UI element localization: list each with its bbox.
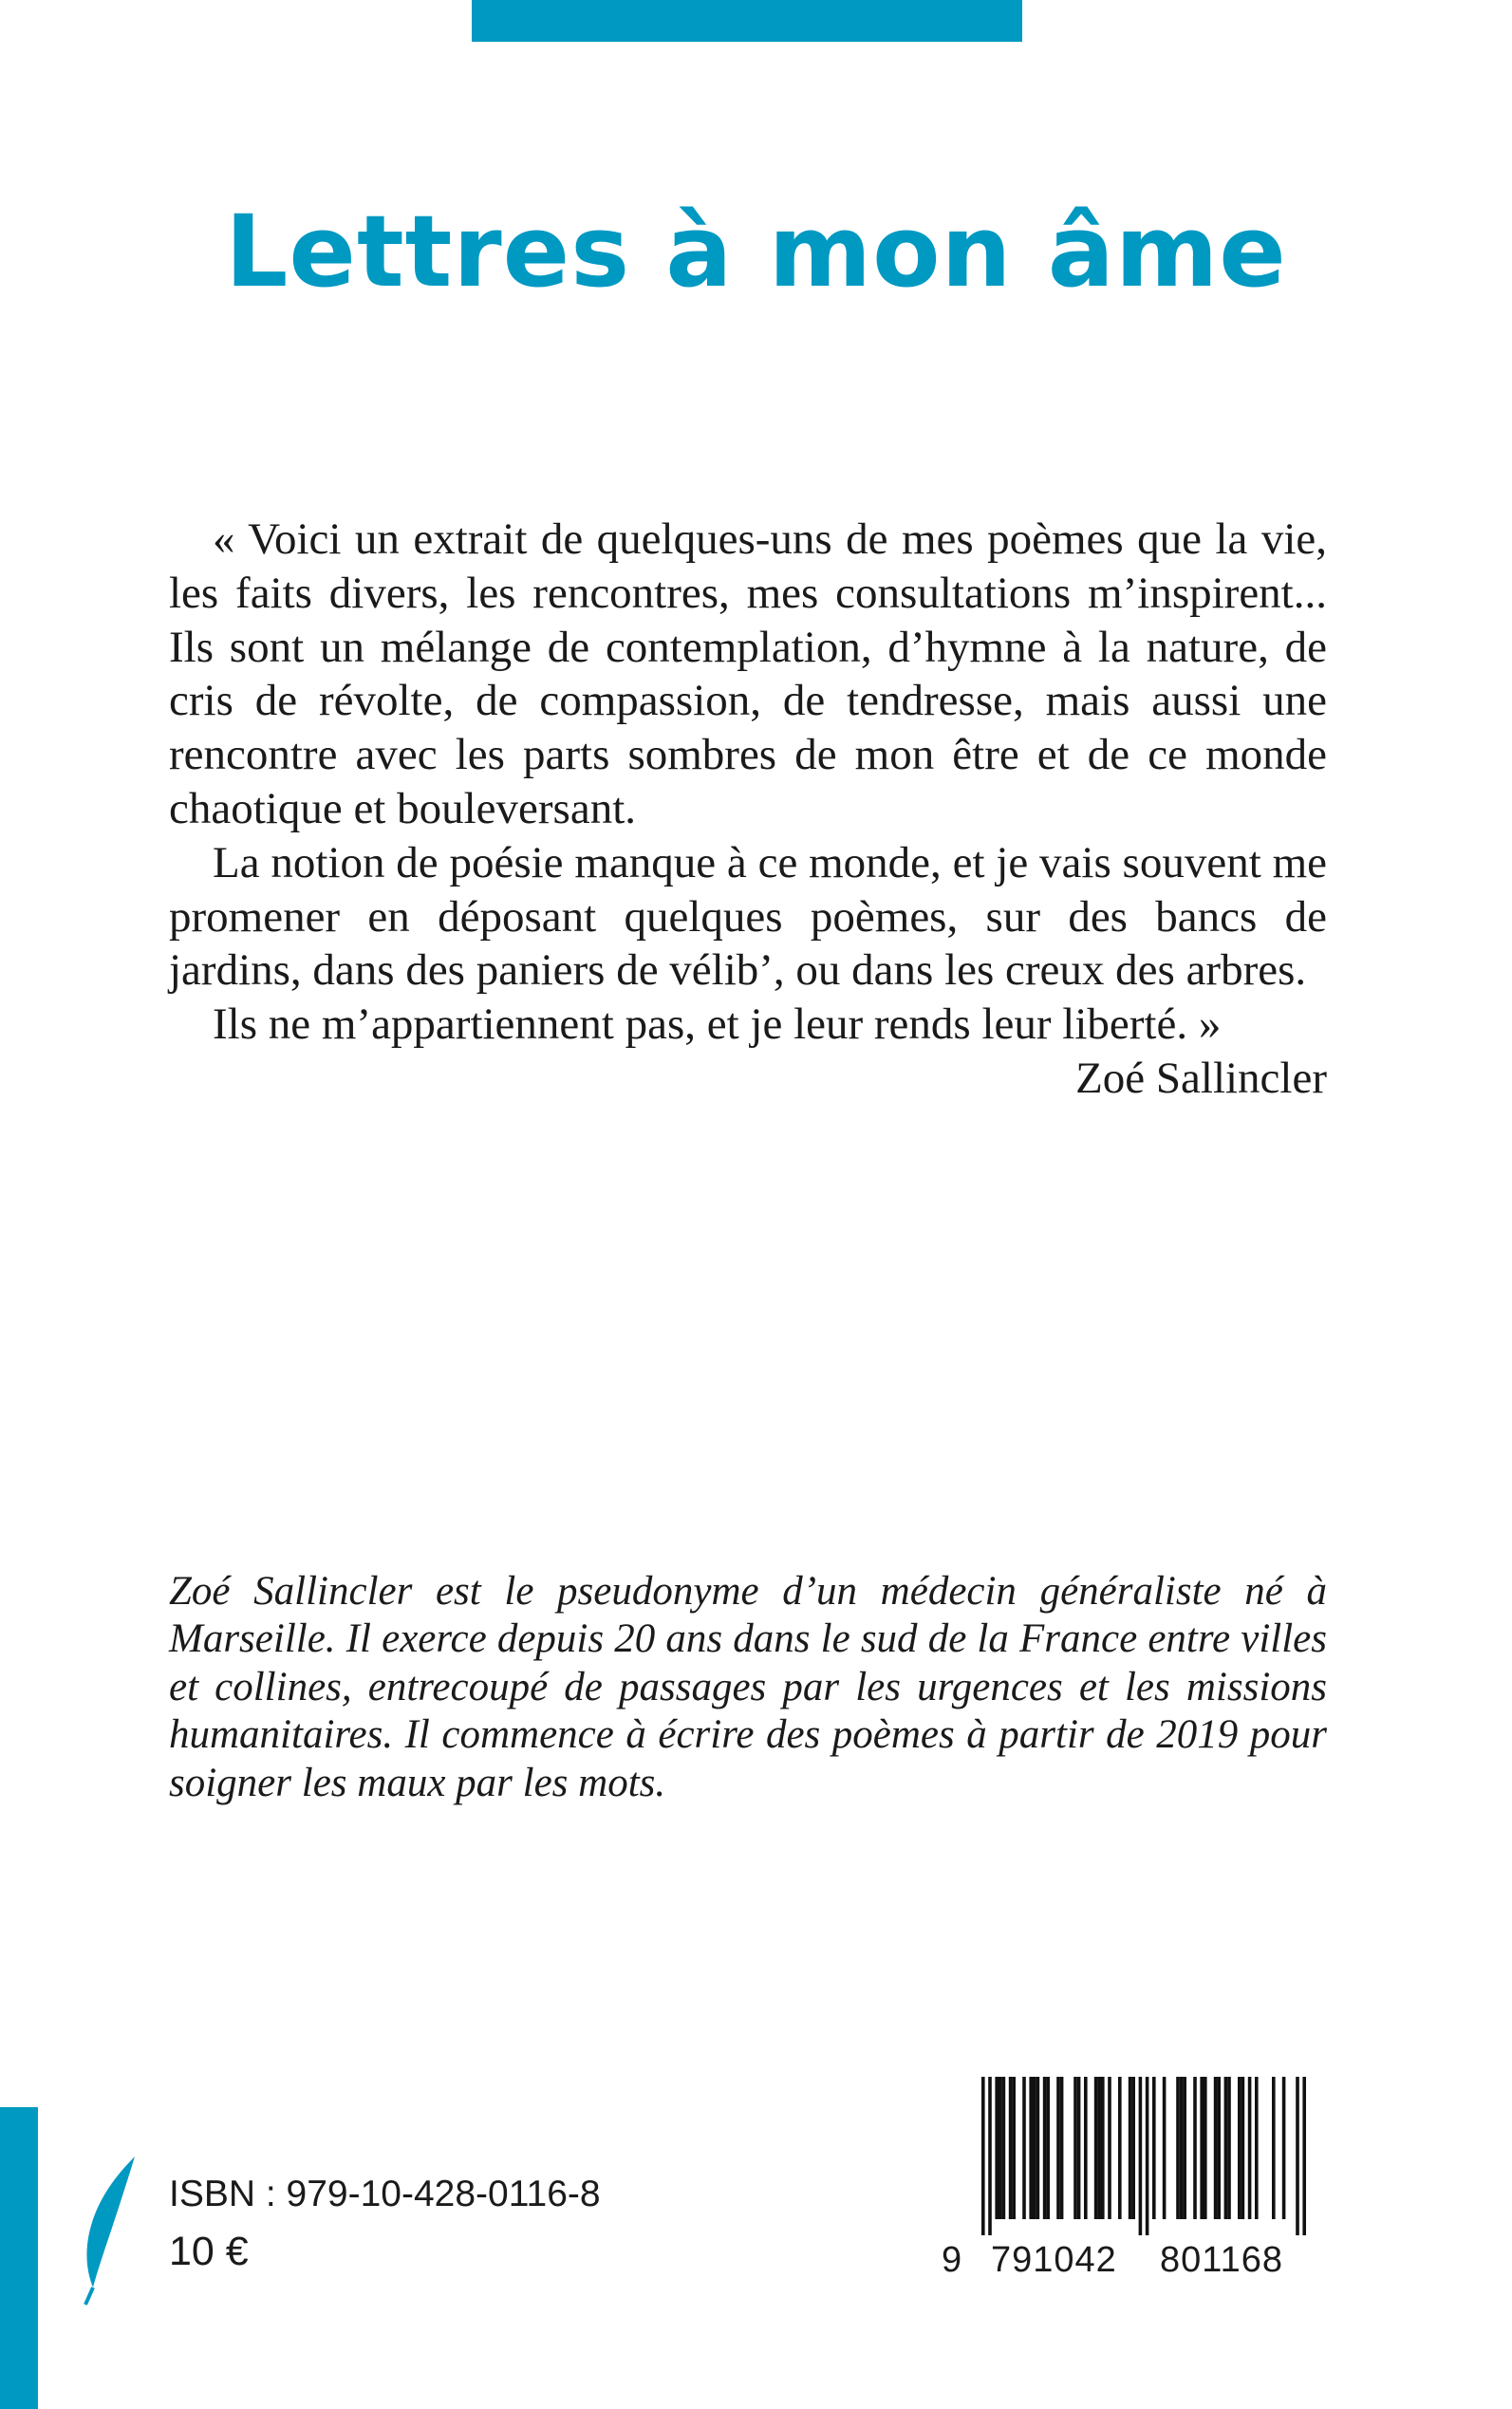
author-bio: Zoé Sallincler est le pseudonyme d’un médecin généraliste né à Marseille. Il exerce depuis 20 ans dans le sud de la France entre villes et collines, entrecoupé de passages par les urgences et les missions humanitaires. Il commence à écrire des poèmes à partir de 2019 pour soigner les maux par les mots.	[169, 1569, 1327, 1805]
barcode-bar	[1296, 2077, 1299, 2235]
barcode-bar	[1108, 2077, 1111, 2219]
barcode-bar	[1200, 2077, 1204, 2219]
barcode-bar	[1163, 2077, 1167, 2219]
barcode-bar	[981, 2077, 985, 2235]
barcode-bar	[1097, 2077, 1101, 2219]
barcode-bar	[1241, 2077, 1245, 2219]
barcode-bar	[1056, 2077, 1060, 2219]
barcode-bar	[1129, 2077, 1132, 2219]
barcode-bar	[1043, 2077, 1047, 2219]
back-cover-blurb	[169, 513, 1327, 1106]
barcode-bar	[1012, 2077, 1016, 2219]
barcode-bar	[1094, 2077, 1098, 2219]
barcode-bar	[1227, 2077, 1231, 2219]
barcode-bar	[1101, 2077, 1105, 2219]
barcode-bar	[1152, 2077, 1156, 2219]
barcode-left-group: 791042	[991, 2240, 1117, 2280]
barcode-bar	[1193, 2077, 1197, 2219]
barcode-bar	[1176, 2077, 1180, 2219]
barcode-bar	[1002, 2077, 1006, 2219]
barcode-bars	[940, 2069, 1323, 2235]
barcode-right-group: 801168	[1160, 2240, 1283, 2280]
book-title: Lettres à mon âme	[225, 194, 1287, 309]
price-text: 10 €	[169, 2229, 249, 2274]
barcode-bar	[1131, 2077, 1135, 2219]
barcode-bar	[1073, 2077, 1077, 2219]
barcode-bar	[1255, 2077, 1259, 2219]
author-signature: Zoé Sallincler	[1075, 1053, 1327, 1103]
barcode-bar	[1238, 2077, 1241, 2219]
barcode-bar	[1022, 2077, 1026, 2219]
isbn-text: ISBN : 979-10-428-0116-8	[169, 2174, 601, 2214]
barcode-bar	[1077, 2077, 1081, 2219]
barcode-bar	[1146, 2077, 1149, 2235]
barcode-bar	[1139, 2077, 1143, 2235]
barcode-bar	[1036, 2077, 1040, 2219]
barcode-bar	[999, 2077, 1002, 2219]
top-accent-bar	[472, 0, 1022, 42]
barcode-bar	[988, 2077, 992, 2235]
barcode-first-digit: 9	[942, 2240, 963, 2280]
barcode-bar	[1118, 2077, 1122, 2219]
barcode-bar	[995, 2077, 999, 2219]
barcode-bar	[1214, 2077, 1218, 2219]
barcode-bar	[1046, 2077, 1050, 2219]
barcode-bar	[1029, 2077, 1033, 2219]
barcode-bar	[1282, 2077, 1286, 2219]
barcode-bar	[1204, 2077, 1207, 2219]
blurb-paragraph: « Voici un extrait de quelques-uns de mes poèmes que la vie, les faits divers, les rencontres, mes consultations m’inspirent... Ils sont un mélange de contemplation, d’hymne à la nature, de cris de révolte, de compassion, de tendresse, mais aussi une rencontre avec les parts sombres de mon être et de ce monde chaotique et bouleversant.	[169, 514, 1327, 833]
barcode-bar	[1217, 2077, 1221, 2219]
barcode-bar	[1302, 2077, 1306, 2235]
barcode-bar	[1060, 2077, 1064, 2219]
barcode-bar	[1224, 2077, 1228, 2219]
left-accent-bar	[0, 2107, 38, 2409]
barcode-bar	[1248, 2077, 1252, 2219]
blurb-paragraph: La notion de poésie manque à ce monde, et je vais souvent me promener en déposant quelques poèmes, sur des bancs de jardins, dans des paniers de vélib’, ou dans les creux des arbres.	[169, 837, 1327, 996]
barcode-bar	[1084, 2077, 1088, 2219]
barcode-bar	[1272, 2077, 1276, 2219]
barcode-bar	[1180, 2077, 1184, 2219]
blurb-paragraph: Ils ne m’appartiennent pas, et je leur rends leur liberté. »	[213, 999, 1222, 1050]
barcode-bar	[1033, 2077, 1036, 2219]
barcode-bar	[1009, 2077, 1013, 2219]
barcode-bar	[1183, 2077, 1186, 2219]
feather-icon	[80, 2155, 139, 2306]
